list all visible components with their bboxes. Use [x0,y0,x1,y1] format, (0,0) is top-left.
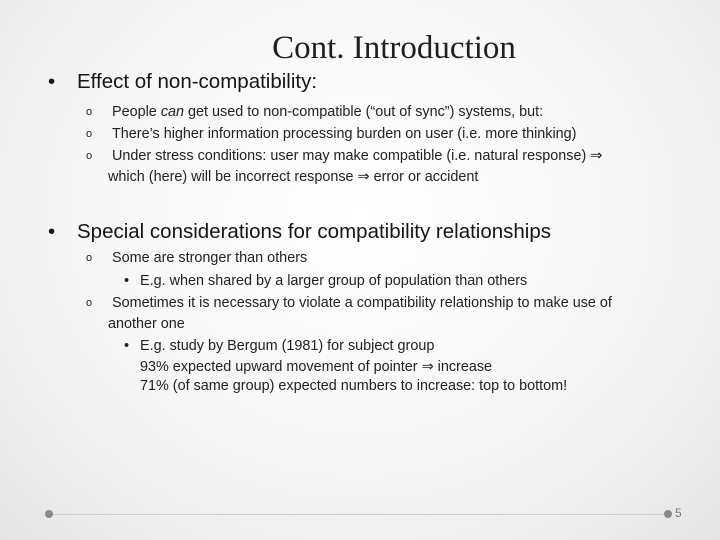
list-item-text: Some are stronger than others [112,250,308,266]
circle-bullet-icon: o [86,106,93,118]
detail-line: 71% (of same group) expected numbers to increase: top to bottom! [140,378,568,394]
bullet-icon: • [124,273,130,289]
list-item-continuation: another one [108,316,185,332]
bullet-icon: • [48,220,56,243]
section-heading-text: Special considerations for compatibility relationships [77,220,552,243]
emphasis: can [160,104,185,120]
sub-list-item-text: E.g. study by Bergum (1981) for subject group [140,338,435,354]
circle-bullet-icon: o [86,297,93,309]
slide-title: Cont. Introduction [272,30,516,66]
circle-bullet-icon: o [86,128,93,140]
section-heading-text: Effect of non-compatibility: [77,70,318,93]
list-item-text: Under stress conditions: user may make compatible (i.e. natural response) ⇒ [112,148,603,164]
bullet-icon: • [48,70,56,93]
footer-right-dot-icon [664,510,672,518]
list-item-text: Sometimes it is necessary to violate a compatibility relationship to make use of [112,295,612,311]
bullet-icon: • [124,338,130,354]
sub-list-item-text: E.g. when shared by a larger group of population than others [140,273,528,289]
footer-divider [50,514,666,515]
page-number: 5 [675,506,682,520]
list-item-text: There’s higher information processing burden on user (i.e. more thinking) [112,126,577,142]
footer-left-dot-icon [45,510,53,518]
list-item-text: People can get used to non-compatible (“out of sync”) systems, but: [112,104,544,120]
list-item-continuation: which (here) will be incorrect response ⇒ error or accident [108,169,479,185]
circle-bullet-icon: o [86,150,93,162]
circle-bullet-icon: o [86,252,93,264]
detail-line: 93% expected upward movement of pointer ⇒ increase [140,359,493,375]
